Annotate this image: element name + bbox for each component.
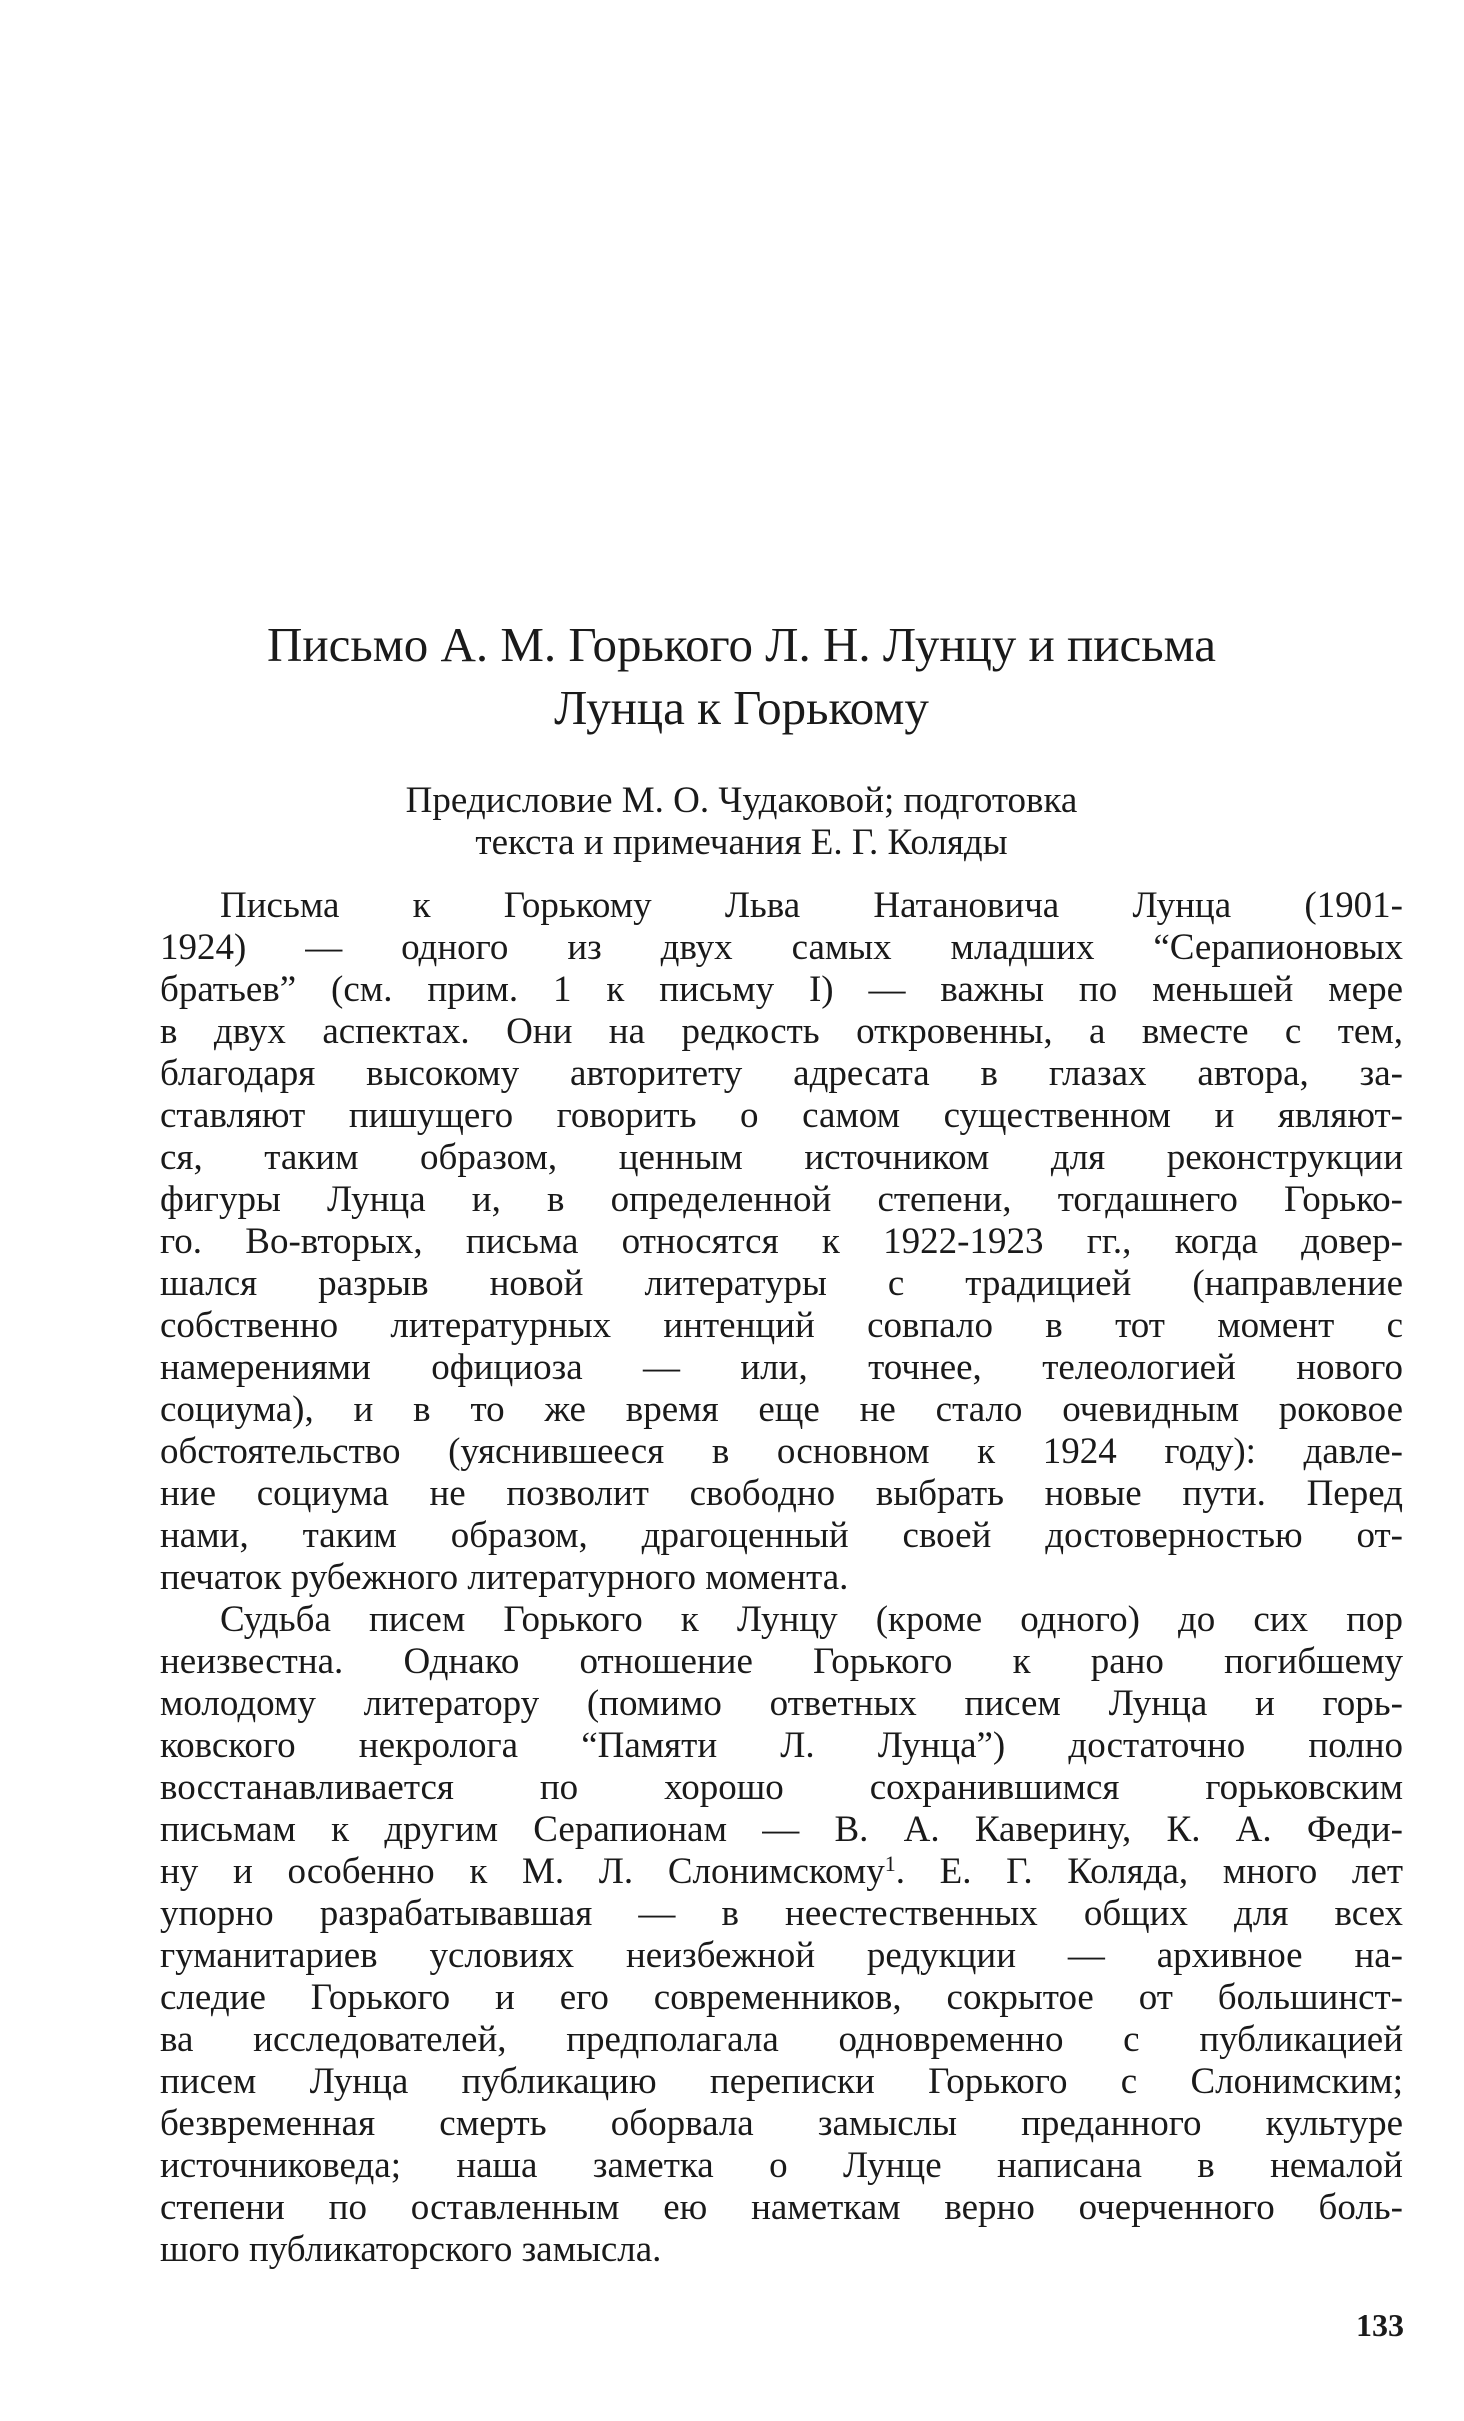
text-line: ковского некролога “Памяти Л. Лунца”) достаточно полно bbox=[160, 1725, 1403, 1766]
text-line: гуманитариев условиях неизбежной редукции — архивное на- bbox=[160, 1935, 1403, 1976]
text-line: шался разрыв новой литературы с традицией (направление bbox=[160, 1263, 1403, 1304]
text-line: намерениями официоза — или, точнее, телеологией нового bbox=[160, 1347, 1403, 1388]
text-line: молодому литератору (помимо ответных писем Лунца и горь- bbox=[160, 1683, 1403, 1724]
text-line: ва исследователей, предполагала одновременно с публикацией bbox=[160, 2019, 1403, 2060]
text-line: социума), и в то же время еще не стало очевидным роковое bbox=[160, 1389, 1403, 1430]
text-line: источниковеда; наша заметка о Лунце написана в немалой bbox=[160, 2145, 1403, 2186]
text-line: благодаря высокому авторитету адресата в глазах автора, за- bbox=[160, 1053, 1403, 1094]
paragraph-1 bbox=[160, 885, 1403, 1599]
text-line: ставляют пишущего говорить о самом существенном и являют- bbox=[160, 1095, 1403, 1136]
text-line: собственно литературных интенций совпало в тот момент с bbox=[160, 1305, 1403, 1346]
article-title bbox=[160, 613, 1323, 739]
text-line: упорно разрабатывавшая — в неестественных общих для всех bbox=[160, 1893, 1403, 1934]
text-line: 1924) — одного из двух самых младших “Серапионовых bbox=[160, 927, 1403, 968]
text-line-with-footnote bbox=[160, 1851, 1403, 1893]
text-line: обстоятельство (уяснившееся в основном к 1924 году): давле- bbox=[160, 1431, 1403, 1472]
paragraph-2 bbox=[160, 1599, 1403, 2271]
byline-line-1: Предисловие М. О. Чудаковой; подготовка bbox=[405, 780, 1078, 821]
text-line: неизвестна. Однако отношение Горького к рано погибшему bbox=[160, 1641, 1403, 1682]
text-line: фигуры Лунца и, в определенной степени, тогдашнего Горько- bbox=[160, 1179, 1403, 1220]
text-line: Письма к Горькому Льва Натановича Лунца (1901- bbox=[220, 885, 1403, 926]
text-line: писем Лунца публикацию переписки Горького с Слонимским; bbox=[160, 2061, 1403, 2102]
text-line: ся, таким образом, ценным источником для реконструкции bbox=[160, 1137, 1403, 1178]
footnote-reference[interactable]: 1 bbox=[884, 1851, 896, 1876]
byline-line-2: текста и примечания Е. Г. Коляды bbox=[475, 822, 1008, 863]
text-line: письмам к другим Серапионам — В. А. Каверину, К. А. Феди- bbox=[160, 1809, 1403, 1850]
article-byline bbox=[160, 780, 1323, 864]
text-line: печаток рубежного литературного момента. bbox=[160, 1557, 849, 1598]
text-line: в двух аспектах. Они на редкость откровенны, а вместе с тем, bbox=[160, 1011, 1403, 1052]
text-line: нами, таким образом, драгоценный своей достоверностью от- bbox=[160, 1515, 1403, 1556]
text-fragment: ну и особенно к М. Л. Слонимскому bbox=[160, 1851, 885, 1892]
text-line: следие Горького и его современников, сокрытое от большинст- bbox=[160, 1977, 1403, 2018]
page-number: 133 bbox=[1356, 2307, 1404, 2343]
text-line: ние социума не позволит свободно выбрать новые пути. Перед bbox=[160, 1473, 1403, 1514]
text-fragment: . Е. Г. Коляда, много лет bbox=[895, 1851, 1403, 1892]
text-line: восстанавливается по хорошо сохранившимся горьковским bbox=[160, 1767, 1403, 1808]
text-line: го. Во-вторых, письма относятся к 1922-1923 гг., когда довер- bbox=[160, 1221, 1403, 1262]
text-line: степени по оставленным ею наметкам верно очерченного боль- bbox=[160, 2187, 1403, 2228]
article-body bbox=[160, 885, 1403, 2271]
text-line: шого публикаторского замысла. bbox=[160, 2229, 662, 2270]
text-line: безвременная смерть оборвала замыслы преданного культуре bbox=[160, 2103, 1403, 2144]
title-line-2: Лунца к Горькому bbox=[554, 680, 929, 735]
text-line: Судьба писем Горького к Лунцу (кроме одного) до сих пор bbox=[220, 1599, 1403, 1640]
title-line-1: Письмо А. М. Горького Л. Н. Лунцу и письма bbox=[267, 617, 1216, 672]
text-line: братьев” (см. прим. 1 к письму I) — важны по меньшей мере bbox=[160, 969, 1403, 1010]
